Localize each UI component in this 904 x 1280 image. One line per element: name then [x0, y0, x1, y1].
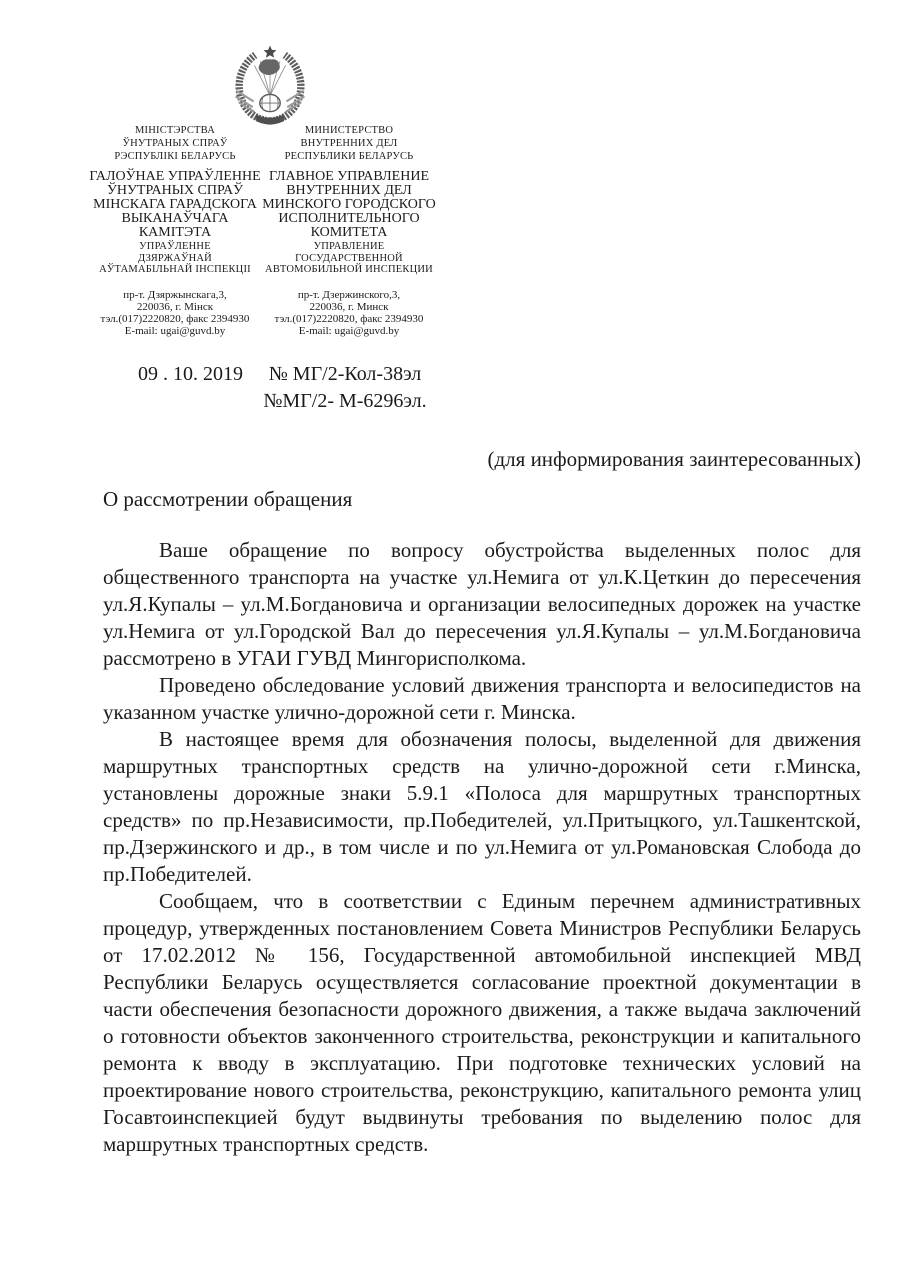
division-name-be: [84, 241, 266, 276]
letterhead-line: МИНСКОГО ГОРОДСКОГО: [262, 197, 436, 212]
letterhead-line: ДЗЯРЖАЎНАЙ: [138, 252, 212, 264]
subject-line: О рассмотрении обращения: [103, 487, 353, 511]
letterhead-line: МІНІСТЭРСТВА: [135, 125, 215, 136]
letterhead-line: ИСПОЛНИТЕЛЬНОГО: [278, 211, 420, 226]
coat-of-arms-belarus-icon: [229, 42, 311, 128]
letterhead-line: РЭСПУБЛІКІ БЕЛАРУСЬ: [114, 151, 236, 162]
ministry-name-ru: [262, 124, 436, 163]
address-line: 220036, г. Минск: [309, 300, 389, 313]
letterhead-line: КОМИТЕТА: [310, 225, 388, 240]
letterhead-line: РЕСПУБЛИКИ БЕЛАРУСЬ: [284, 151, 414, 162]
addressee-note: (для информирования заинтересованных): [487, 447, 861, 471]
reference-number: № МГ/2-Кол-38эл: [268, 363, 422, 385]
letterhead-line: ГОСУДАРСТВЕННОЙ: [295, 252, 403, 264]
address-line: тэл.(017)2220820, факс 2394930: [100, 312, 250, 325]
body-paragraph: В настоящее время для обозначения полосы, выделенной для движения маршрутных транспортных средств на улично-дорожной сети г.Минска, установлены дорожные знаки 5.9.1 «Полоса для маршрутных транспортных средств» по пр.Независимости, пр.Победителей, ул.Притыцкого, ул.Ташкентской, пр.Дзержинского и др., в том числе и по ул.Немига от ул.Романовская Слобода до пр.Победителей.: [103, 727, 861, 886]
letterhead-line: ЎНУТРАНЫХ СПРАЎ: [107, 183, 243, 198]
body-paragraph: Ваше обращение по вопросу обустройства выделенных полос для общественного транспорта на участке ул.Немига от ул.К.Цеткин до пересечения ул.Я.Купалы – ул.М.Богдановича и организации велосипедных дорожек на участке ул.Немига от ул.Городской Вал до пересечения ул.Я.Купалы – ул.М.Богдановича рассмотрено в УГАИ ГУВД Мингорисполкома.: [103, 538, 861, 670]
body-paragraph: Сообщаем, что в соответствии с Единым перечнем административных процедур, утвержденных постановлением Совета Министров Республики Беларусь от 17.02.2012 № 156, Государственной автомобильной инспекцией МВД Республики Беларусь осуществляется согласование проектной документации в части обеспечения безопасности дорожного движения, а также выдача заключений о готовности объектов законченного строительства, реконструкции и капитального ремонта к вводу в эксплуатацию. При подготовке технических условий на проектирование нового строительства, реконструкцию, капитального ремонта улиц Госавтоинспекцией будут выдвинуты требования по выделению полос для маршрутных транспортных средств.: [103, 889, 861, 1156]
body-paragraph: Проведено обследование условий движения транспорта и велосипедистов на указанном участке улично-дорожной сети г. Минска.: [103, 673, 861, 724]
letterhead-line: АЎТАМАБІЛЬНАЙ ІНСПЕКЦІІ: [99, 264, 251, 275]
division-name-ru: [262, 241, 436, 276]
department-name-ru: [262, 170, 436, 240]
letter-body: [103, 537, 861, 1158]
letterhead-column-russian: [262, 124, 436, 337]
letterhead-line: ВЫКАНАЎЧАГА: [121, 211, 229, 226]
letterhead-line: УПРАЎЛЕННЕ: [139, 241, 211, 252]
department-name-be: [84, 170, 266, 240]
letterhead-line: ВНУТРЕННИХ ДЕЛ: [286, 183, 412, 198]
address-line: пр-т. Дзержинского,3,: [297, 288, 401, 301]
email-line: E-mail: ugai@guvd.by: [298, 324, 400, 337]
letterhead-line: АВТОМОБИЛЬНОЙ ИНСПЕКЦИИ: [265, 264, 433, 275]
address-line: 220036, г. Мінск: [136, 300, 214, 313]
letterhead-line: УПРАВЛЕНИЕ: [313, 241, 385, 252]
letterhead-line: МІНСКАГА ГАРАДСКОГА: [93, 197, 257, 212]
letterhead-line: МИНИСТЕРСТВО: [304, 125, 394, 136]
ministry-name-be: [84, 124, 266, 163]
address-line: тэл.(017)2220820, факс 2394930: [274, 312, 424, 325]
letter-date: 09 . 10. 2019: [138, 363, 243, 385]
reference-number: №МГ/2- М-6296эл.: [263, 389, 427, 412]
address-line: пр-т. Дзяржынскага,3,: [123, 288, 227, 301]
reference-numbers: [252, 361, 438, 414]
letterhead-line: КАМІТЭТА: [138, 225, 212, 240]
letterhead-line: ЎНУТРАНЫХ СПРАЎ: [122, 138, 228, 149]
letterhead-line: ГЛАВНОЕ УПРАВЛЕНИЕ: [268, 169, 429, 184]
letterhead-line: ГАЛОЎНАЕ УПРАЎЛЕННЕ: [89, 169, 261, 184]
email-line: E-mail: ugai@guvd.by: [124, 324, 226, 337]
address-block-ru: [262, 289, 436, 337]
address-block-be: [84, 289, 266, 337]
letterhead-line: ВНУТРЕННИХ ДЕЛ: [300, 138, 398, 149]
letterhead-column-belarusian: [84, 124, 266, 337]
